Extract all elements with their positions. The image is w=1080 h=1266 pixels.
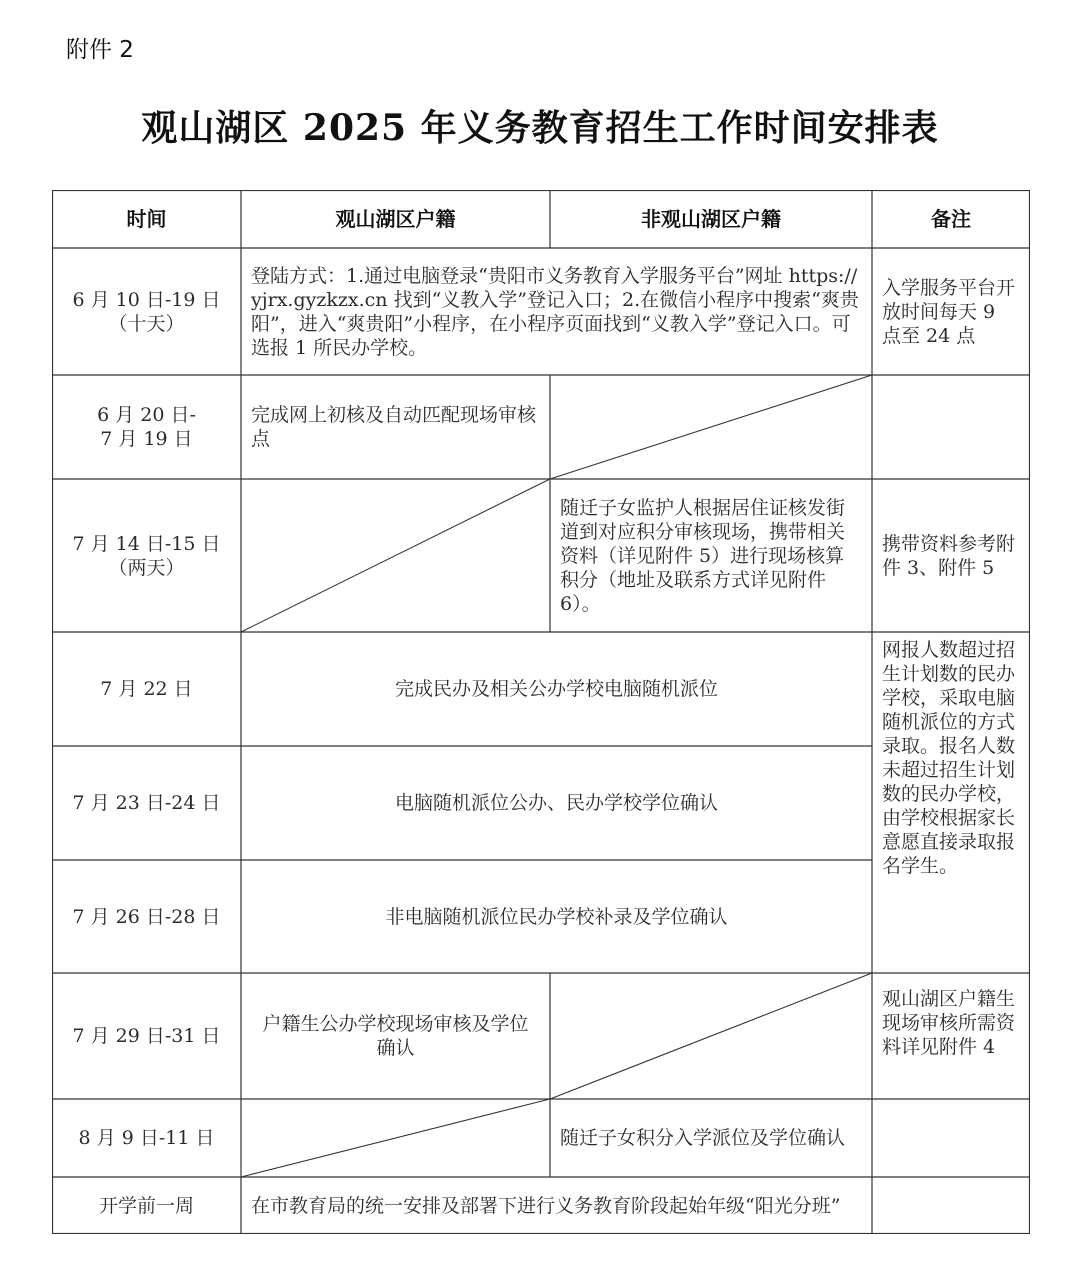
row9-time: 开学前一周 bbox=[98, 1194, 194, 1217]
row2-local: 完成网上初核及自动匹配现场审核点 bbox=[251, 404, 537, 450]
table-grid bbox=[52, 190, 1030, 1234]
attachment-label: 附件 2 bbox=[66, 37, 134, 63]
header-local-hukou: 观山湖区户籍 bbox=[335, 207, 456, 231]
header-nonlocal-hukou: 非观山湖区户籍 bbox=[641, 207, 781, 231]
row3-nonlocal: 随迁子女监护人根据居住证核发街道到对应积分审核现场，携带相关资料（详见附件 5）进行现场核算积分（地址及联系方式详见附件 6）。 bbox=[560, 496, 846, 615]
row6-time: 7 月 26 日-28 日 bbox=[72, 905, 221, 928]
row8-time: 8 月 9 日-11 日 bbox=[78, 1127, 215, 1149]
row5-content: 电脑随机派位公办、民办学校学位确认 bbox=[394, 792, 718, 814]
row6-content: 非电脑随机派位民办学校补录及学位确认 bbox=[385, 905, 728, 928]
row1-content: 登陆方式：1.通过电脑登录“贵阳市义务教育入学服务平台”网址 https://yjrx.gyzkzx.cn 找到“义教入学”登记入口；2.在微信小程序中搜索“爽贵阳”，进入“爽贵阳”小程序，在小程序页面找到“义教入学”登记入口。可选报 1 所民办学校。 bbox=[251, 264, 859, 359]
header-remark: 备注 bbox=[931, 207, 971, 231]
row3-remark: 携带资料参考附件 3、附件 5 bbox=[882, 532, 1016, 579]
row7-local: 户籍生公办学校现场审核及学位确认 bbox=[262, 1013, 529, 1059]
row1-remark: 入学服务平台开放时间每天 9 点至 24 点 bbox=[882, 276, 1016, 347]
diagonal-row7-nonlocal bbox=[550, 973, 872, 1099]
row8-nonlocal: 随迁子女积分入学派位及学位确认 bbox=[560, 1127, 846, 1149]
row4-time: 7 月 22 日 bbox=[100, 678, 193, 700]
row3-time: 7 月 14 日-15 日 （两天） bbox=[72, 532, 221, 579]
row4-content: 完成民办及相关公办学校电脑随机派位 bbox=[394, 678, 718, 700]
local-review-remark: 观山湖区户籍生现场审核所需资料详见附件 4 bbox=[882, 988, 1016, 1058]
page-title: 观山湖区 2025 年义务教育招生工作时间安排表 bbox=[141, 107, 939, 149]
schedule-table bbox=[52, 190, 1030, 1234]
row9-content: 在市教育局的统一安排及部署下进行义务教育阶段起始年级“阳光分班” bbox=[251, 1194, 841, 1217]
row2-time: 6 月 20 日- 7 月 19 日 bbox=[97, 404, 196, 450]
row5-time: 7 月 23 日-24 日 bbox=[72, 792, 221, 814]
row1-time: 6 月 10 日-19 日 （十天） bbox=[72, 288, 221, 335]
diagonal-row8-local bbox=[241, 1099, 550, 1177]
header-time: 时间 bbox=[126, 207, 167, 231]
row7-time: 7 月 29 日-31 日 bbox=[72, 1025, 221, 1047]
lottery-remark: 网报人数超过招生计划数的民办学校，采取电脑随机派位的方式录取。报名人数未超过招生计划数的民办学校，由学校根据家长意愿直接录取报名学生。 bbox=[882, 639, 1016, 877]
diagonal-row2-nonlocal bbox=[550, 375, 872, 479]
diagonal-row3-local bbox=[241, 479, 550, 632]
